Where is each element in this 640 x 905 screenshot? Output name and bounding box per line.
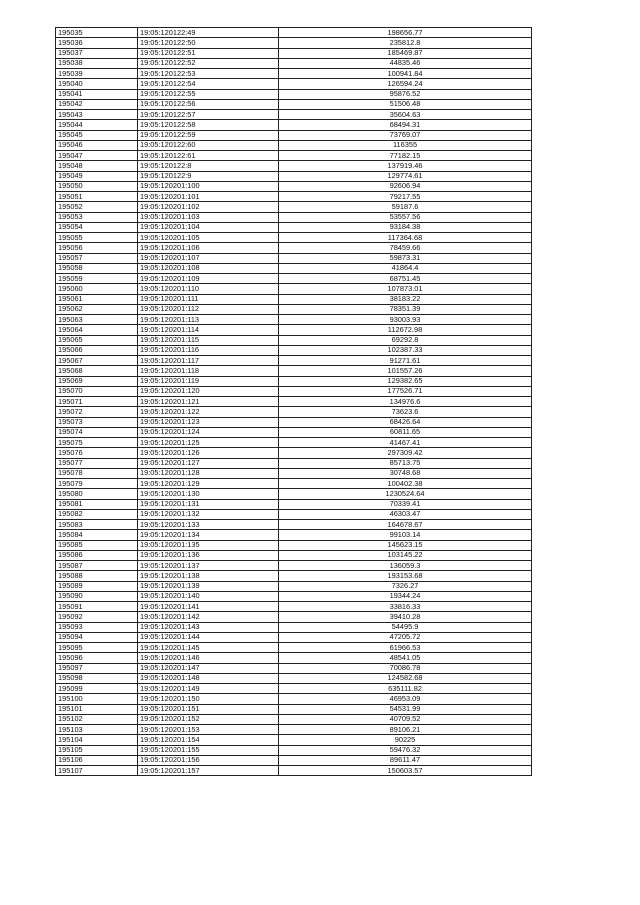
table-row [56,38,532,48]
cell-code: 19:05:120122:60 [138,140,279,150]
cell-amount: 59873.31 [279,253,532,263]
cell-amount: 193153.68 [279,571,532,581]
cell-code: 19:05:120201:140 [138,591,279,601]
table-row [56,192,532,202]
cell-amount: 89611.47 [279,755,532,765]
cell-code: 19:05:120201:147 [138,663,279,673]
cell-id: 195105 [56,745,138,755]
cell-amount: 235812.8 [279,38,532,48]
cell-amount: 44835.46 [279,58,532,68]
cell-code: 19:05:120201:144 [138,632,279,642]
cell-code: 19:05:120122:57 [138,110,279,120]
cell-id: 195060 [56,284,138,294]
cell-id: 195087 [56,561,138,571]
cell-code: 19:05:120201:117 [138,356,279,366]
cell-id: 195089 [56,581,138,591]
table-row [56,69,532,79]
cell-code: 19:05:120201:109 [138,274,279,284]
cell-code: 19:05:120201:114 [138,325,279,335]
table-row [56,653,532,663]
cell-amount: 54495.9 [279,622,532,632]
cell-id: 195056 [56,243,138,253]
cell-id: 195052 [56,202,138,212]
table-row [56,120,532,130]
cell-code: 19:05:120201:146 [138,653,279,663]
cell-amount: 68426.64 [279,417,532,427]
cell-id: 195063 [56,315,138,325]
table-row [56,140,532,150]
table-row [56,520,532,530]
cell-amount: 47205.72 [279,632,532,642]
table-body [56,28,532,776]
cell-amount: 129774.61 [279,171,532,181]
cell-amount: 79217.55 [279,192,532,202]
cell-code: 19:05:120201:157 [138,766,279,776]
cell-amount: 78351.39 [279,304,532,314]
cell-id: 195093 [56,622,138,632]
table-row [56,612,532,622]
table-row [56,284,532,294]
table-row [56,79,532,89]
table-row [56,704,532,714]
cell-id: 195037 [56,48,138,58]
cell-amount: 137919.46 [279,161,532,171]
cell-id: 195092 [56,612,138,622]
cell-amount: 41467.41 [279,438,532,448]
cell-amount: 90225 [279,735,532,745]
cell-amount: 73623.6 [279,407,532,417]
cell-amount: 30748.68 [279,468,532,478]
cell-amount: 198656.77 [279,28,532,38]
cell-code: 19:05:120201:108 [138,263,279,273]
table-row [56,540,532,550]
table-row [56,530,532,540]
cell-id: 195064 [56,325,138,335]
cell-amount: 101557.26 [279,366,532,376]
cell-code: 19:05:120201:156 [138,755,279,765]
cell-code: 19:05:120201:123 [138,417,279,427]
cell-code: 19:05:120201:129 [138,479,279,489]
cell-code: 19:05:120122:51 [138,48,279,58]
cell-id: 195091 [56,602,138,612]
cell-code: 19:05:120201:153 [138,725,279,735]
cell-code: 19:05:120201:116 [138,345,279,355]
table-row [56,735,532,745]
cell-amount: 70339.41 [279,499,532,509]
cell-code: 19:05:120201:100 [138,181,279,191]
cell-code: 19:05:120201:113 [138,315,279,325]
cell-code: 19:05:120201:103 [138,212,279,222]
table-row [56,376,532,386]
cell-id: 195107 [56,766,138,776]
table-row [56,58,532,68]
cell-id: 195061 [56,294,138,304]
table-row [56,212,532,222]
cell-code: 19:05:120201:154 [138,735,279,745]
cell-id: 195106 [56,755,138,765]
table-row [56,438,532,448]
cell-id: 195042 [56,99,138,109]
cell-id: 195075 [56,438,138,448]
cell-amount: 59476.32 [279,745,532,755]
table-row [56,673,532,683]
cell-amount: 68494.31 [279,120,532,130]
cell-code: 19:05:120122:59 [138,130,279,140]
cell-code: 19:05:120201:102 [138,202,279,212]
table-row [56,294,532,304]
cell-code: 19:05:120201:130 [138,489,279,499]
cell-id: 195094 [56,632,138,642]
cell-amount: 73769.07 [279,130,532,140]
cell-amount: 177526.71 [279,386,532,396]
cell-id: 195055 [56,233,138,243]
cell-code: 19:05:120201:132 [138,509,279,519]
cell-code: 19:05:120122:56 [138,99,279,109]
cell-id: 195057 [56,253,138,263]
cell-id: 195039 [56,69,138,79]
table-row [56,571,532,581]
cell-id: 195067 [56,356,138,366]
cell-code: 19:05:120201:148 [138,673,279,683]
cell-amount: 126594.24 [279,79,532,89]
table-row [56,325,532,335]
cell-amount: 124582.68 [279,673,532,683]
cell-id: 195070 [56,386,138,396]
table-row [56,304,532,314]
cell-amount: 69292.8 [279,335,532,345]
cell-amount: 53557.56 [279,212,532,222]
cell-code: 19:05:120201:112 [138,304,279,314]
cell-amount: 116355 [279,140,532,150]
cell-code: 19:05:120122:55 [138,89,279,99]
table-row [56,202,532,212]
table-row [56,479,532,489]
cell-id: 195082 [56,509,138,519]
cell-code: 19:05:120122:49 [138,28,279,38]
cell-id: 195066 [56,345,138,355]
cell-code: 19:05:120201:152 [138,714,279,724]
cell-amount: 7326.27 [279,581,532,591]
cell-amount: 99103.14 [279,530,532,540]
cell-amount: 40709.52 [279,714,532,724]
cell-code: 19:05:120201:124 [138,427,279,437]
table-row [56,581,532,591]
cell-code: 19:05:120201:101 [138,192,279,202]
cell-code: 19:05:120201:122 [138,407,279,417]
table-row [56,181,532,191]
cell-id: 195050 [56,181,138,191]
cell-amount: 134976.6 [279,397,532,407]
cell-id: 195095 [56,643,138,653]
table-row [56,233,532,243]
cell-code: 19:05:120122:9 [138,171,279,181]
cell-amount: 150603.57 [279,766,532,776]
cell-code: 19:05:120201:128 [138,468,279,478]
table-row [56,550,532,560]
cell-amount: 61966.53 [279,643,532,653]
cell-id: 195071 [56,397,138,407]
table-row [56,632,532,642]
table-row [56,427,532,437]
cell-id: 195038 [56,58,138,68]
table-row [56,684,532,694]
cell-id: 195098 [56,673,138,683]
cell-id: 195051 [56,192,138,202]
table-row [56,499,532,509]
cell-code: 19:05:120201:115 [138,335,279,345]
cell-amount: 78459.66 [279,243,532,253]
cell-amount: 117364.68 [279,233,532,243]
table-row [56,110,532,120]
cell-amount: 145623.15 [279,540,532,550]
cell-code: 19:05:120201:104 [138,222,279,232]
table-row [56,151,532,161]
table-row [56,694,532,704]
cell-id: 195078 [56,468,138,478]
cell-id: 195059 [56,274,138,284]
cell-amount: 100402.38 [279,479,532,489]
cell-amount: 41864.4 [279,263,532,273]
cell-code: 19:05:120201:143 [138,622,279,632]
cell-amount: 85713.75 [279,458,532,468]
cell-id: 195086 [56,550,138,560]
cell-id: 195104 [56,735,138,745]
cell-id: 195074 [56,427,138,437]
table-row [56,130,532,140]
cell-code: 19:05:120201:111 [138,294,279,304]
cell-amount: 46303.47 [279,509,532,519]
table-row [56,448,532,458]
cell-amount: 1230524.64 [279,489,532,499]
table-row [56,335,532,345]
table-row [56,253,532,263]
cell-id: 195079 [56,479,138,489]
cell-id: 195046 [56,140,138,150]
cell-code: 19:05:120201:133 [138,520,279,530]
cell-code: 19:05:120201:126 [138,448,279,458]
cell-amount: 107873.01 [279,284,532,294]
cell-code: 19:05:120201:118 [138,366,279,376]
cell-code: 19:05:120201:151 [138,704,279,714]
table-row [56,509,532,519]
cell-amount: 102387.33 [279,345,532,355]
cell-amount: 136059.3 [279,561,532,571]
cell-id: 195045 [56,130,138,140]
cell-id: 195102 [56,714,138,724]
cell-id: 195083 [56,520,138,530]
table-row [56,643,532,653]
cell-amount: 35604.63 [279,110,532,120]
cell-id: 195044 [56,120,138,130]
table-row [56,356,532,366]
cell-amount: 60811.65 [279,427,532,437]
cell-id: 195047 [56,151,138,161]
table-row [56,622,532,632]
cell-code: 19:05:120122:61 [138,151,279,161]
table-row [56,222,532,232]
cell-id: 195065 [56,335,138,345]
cell-id: 195041 [56,89,138,99]
table-row [56,397,532,407]
cell-code: 19:05:120122:8 [138,161,279,171]
cell-id: 195100 [56,694,138,704]
cell-id: 195103 [56,725,138,735]
cell-id: 195058 [56,263,138,273]
table-row [56,171,532,181]
table-row [56,755,532,765]
cell-code: 19:05:120201:105 [138,233,279,243]
cell-amount: 103145.22 [279,550,532,560]
cell-code: 19:05:120201:119 [138,376,279,386]
table-row [56,591,532,601]
cell-code: 19:05:120122:58 [138,120,279,130]
table-row [56,407,532,417]
cell-amount: 100941.84 [279,69,532,79]
cell-id: 195099 [56,684,138,694]
cell-id: 195076 [56,448,138,458]
cell-code: 19:05:120201:145 [138,643,279,653]
cell-id: 195096 [56,653,138,663]
cell-amount: 48541.05 [279,653,532,663]
cell-code: 19:05:120201:142 [138,612,279,622]
table-row [56,274,532,284]
table-row [56,263,532,273]
cell-id: 195035 [56,28,138,38]
cell-id: 195048 [56,161,138,171]
cell-amount: 38183.22 [279,294,532,304]
cell-amount: 635111.82 [279,684,532,694]
cell-amount: 54531.99 [279,704,532,714]
cell-id: 195062 [56,304,138,314]
cell-code: 19:05:120201:137 [138,561,279,571]
cell-code: 19:05:120201:120 [138,386,279,396]
cell-id: 195054 [56,222,138,232]
cell-id: 195036 [56,38,138,48]
cell-id: 195081 [56,499,138,509]
cell-amount: 91271.61 [279,356,532,366]
cell-id: 195101 [56,704,138,714]
table-row [56,725,532,735]
table-row [56,458,532,468]
cell-amount: 297309.42 [279,448,532,458]
cell-amount: 70086.78 [279,663,532,673]
cell-id: 195072 [56,407,138,417]
cell-id: 195097 [56,663,138,673]
cell-id: 195068 [56,366,138,376]
cell-amount: 93184.38 [279,222,532,232]
cell-id: 195069 [56,376,138,386]
cell-code: 19:05:120201:155 [138,745,279,755]
table-row [56,602,532,612]
cell-amount: 92606.94 [279,181,532,191]
cell-amount: 95876.52 [279,89,532,99]
cell-code: 19:05:120201:135 [138,540,279,550]
cell-amount: 46953.09 [279,694,532,704]
cell-amount: 33816.33 [279,602,532,612]
table-row [56,89,532,99]
cell-code: 19:05:120201:150 [138,694,279,704]
cell-amount: 112672.98 [279,325,532,335]
cell-amount: 129382.65 [279,376,532,386]
cell-code: 19:05:120201:121 [138,397,279,407]
cell-id: 195049 [56,171,138,181]
table-row [56,766,532,776]
table-row [56,417,532,427]
cell-id: 195090 [56,591,138,601]
cell-code: 19:05:120122:54 [138,79,279,89]
table-row [56,315,532,325]
cell-code: 19:05:120201:127 [138,458,279,468]
cell-code: 19:05:120201:110 [138,284,279,294]
table-row [56,99,532,109]
cell-id: 195043 [56,110,138,120]
table-row [56,489,532,499]
cell-amount: 93003.93 [279,315,532,325]
cell-code: 19:05:120201:141 [138,602,279,612]
cell-amount: 19344.24 [279,591,532,601]
cell-id: 195077 [56,458,138,468]
cell-amount: 51506.48 [279,99,532,109]
table-row [56,663,532,673]
cell-code: 19:05:120201:136 [138,550,279,560]
table-row [56,386,532,396]
cell-id: 195084 [56,530,138,540]
cell-code: 19:05:120122:52 [138,58,279,68]
cell-code: 19:05:120122:50 [138,38,279,48]
table-row [56,243,532,253]
cell-amount: 185469.87 [279,48,532,58]
cell-code: 19:05:120201:149 [138,684,279,694]
table-row [56,745,532,755]
cell-amount: 68751.45 [279,274,532,284]
cell-amount: 164678.67 [279,520,532,530]
cell-id: 195080 [56,489,138,499]
cell-id: 195073 [56,417,138,427]
table-row [56,48,532,58]
cell-amount: 77182.15 [279,151,532,161]
table-row [56,28,532,38]
cell-code: 19:05:120201:125 [138,438,279,448]
table-row [56,161,532,171]
cell-code: 19:05:120122:53 [138,69,279,79]
table-row [56,345,532,355]
data-table [55,27,532,776]
table-row [56,468,532,478]
cell-id: 195085 [56,540,138,550]
cell-id: 195088 [56,571,138,581]
cell-code: 19:05:120201:139 [138,581,279,591]
cell-id: 195040 [56,79,138,89]
cell-id: 195053 [56,212,138,222]
cell-code: 19:05:120201:138 [138,571,279,581]
cell-amount: 59187.6 [279,202,532,212]
cell-code: 19:05:120201:107 [138,253,279,263]
cell-code: 19:05:120201:106 [138,243,279,253]
table-row [56,561,532,571]
table-row [56,714,532,724]
cell-code: 19:05:120201:134 [138,530,279,540]
cell-amount: 39410.28 [279,612,532,622]
cell-amount: 89106.21 [279,725,532,735]
table-row [56,366,532,376]
cell-code: 19:05:120201:131 [138,499,279,509]
